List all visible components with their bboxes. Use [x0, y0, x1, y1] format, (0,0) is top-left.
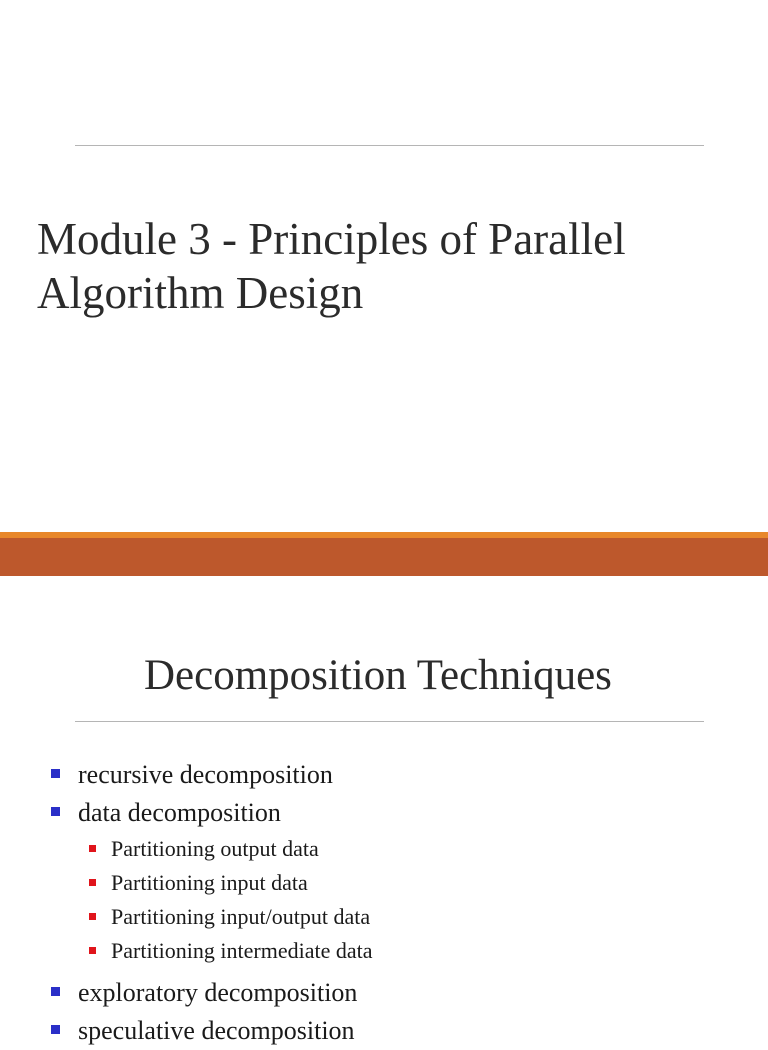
- square-bullet-icon: [89, 947, 96, 954]
- sub-bullet-text: Partitioning intermediate data: [111, 938, 373, 963]
- bullet-text: recursive decomposition: [78, 760, 333, 789]
- square-bullet-icon: [51, 1025, 60, 1034]
- sub-bullet-text: Partitioning output data: [111, 836, 319, 861]
- square-bullet-icon: [89, 913, 96, 920]
- sub-bullet-group: [0, 832, 768, 968]
- bullet-item: [0, 1012, 768, 1050]
- title-divider: [75, 145, 704, 146]
- sub-bullet-item: [0, 832, 768, 866]
- bullet-item: [0, 974, 768, 1012]
- square-bullet-icon: [51, 807, 60, 816]
- bullet-text: data decomposition: [78, 798, 281, 827]
- module-title-line-2: Algorithm Design: [37, 268, 364, 318]
- sub-bullet-text: Partitioning input data: [111, 870, 308, 895]
- heading-divider: [75, 721, 704, 722]
- bullet-item: [0, 756, 768, 794]
- slide-decomposition: [0, 576, 768, 1045]
- sub-bullet-text: Partitioning input/output data: [111, 904, 371, 929]
- square-bullet-icon: [89, 845, 96, 852]
- slide-heading: Decomposition Techniques: [144, 652, 612, 699]
- module-title-line-1: Module 3 - Principles of Parallel: [37, 214, 626, 264]
- bullet-text: exploratory decomposition: [78, 978, 358, 1007]
- slide-separator-band: [0, 532, 768, 576]
- module-title: [37, 212, 737, 320]
- square-bullet-icon: [51, 987, 60, 996]
- bullet-item: [0, 794, 768, 832]
- sub-bullet-item: [0, 866, 768, 900]
- sub-bullet-item: [0, 934, 768, 968]
- square-bullet-icon: [89, 879, 96, 886]
- sub-bullet-item: [0, 900, 768, 934]
- square-bullet-icon: [51, 769, 60, 778]
- sub-bullet-list: [0, 832, 768, 968]
- bullet-list: [0, 756, 768, 1050]
- bullet-text: speculative decomposition: [78, 1016, 355, 1045]
